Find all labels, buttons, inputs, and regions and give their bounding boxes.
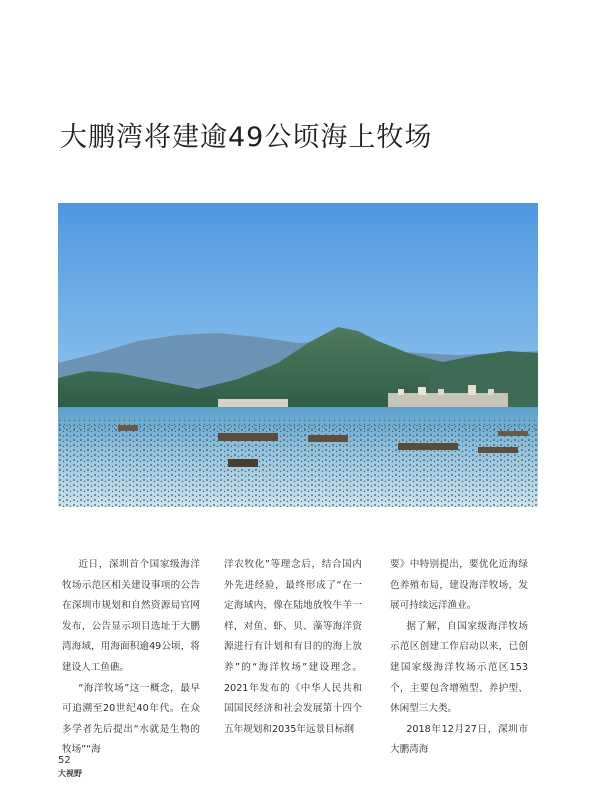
article-title: 大鹏湾将建逾49公顷海上牧场 — [60, 122, 433, 153]
paragraph: 近日，深圳首个国家级海洋牧场示范区相关建设事项的公告在深圳市规划和自然资源局官网发布，公告显示项目选址于大鹏湾海域，用海面积逾49公顷，将建设人工鱼礁。 — [62, 559, 200, 673]
sea-farm-landscape-image — [58, 203, 538, 507]
paragraph: 2018年12月27日，深圳市大鹏湾海 — [390, 723, 528, 756]
body-column-2 — [224, 555, 362, 740]
article-photo — [58, 203, 538, 507]
paragraph: 洋农牧化”等理念后，结合国内外先进经验，最终形成了“在一定海域内，像在陆地放牧牛羊一样，对鱼、虾、贝、藻等海洋资源进行有计划和有目的的海上放养”的“海洋牧场”建设理念。2021年发布的《中华人民共和国国民经济和社会发展第十四个五年规划和2035年远景目标纲 — [224, 559, 362, 735]
paragraph: “海洋牧场”这一概念，最早可追溯至20世纪40年代。在众多学者先后提出“水就是生物的牧场”“海 — [62, 682, 200, 756]
body-column-3 — [390, 555, 528, 761]
page-number: 52 — [58, 755, 71, 766]
body-column-1 — [62, 555, 200, 761]
paragraph: 要》中特别提出，要优化近海绿色养殖布局，建设海洋牧场，发展可持续远洋渔业。 — [390, 559, 528, 612]
paragraph: 据了解，自国家级海洋牧场示范区创建工作启动以来，已创建国家级海洋牧场示范区153个，主要包含增殖型、养护型、休闲型三大类。 — [390, 620, 528, 715]
magazine-logo: 大视野 — [58, 768, 82, 778]
